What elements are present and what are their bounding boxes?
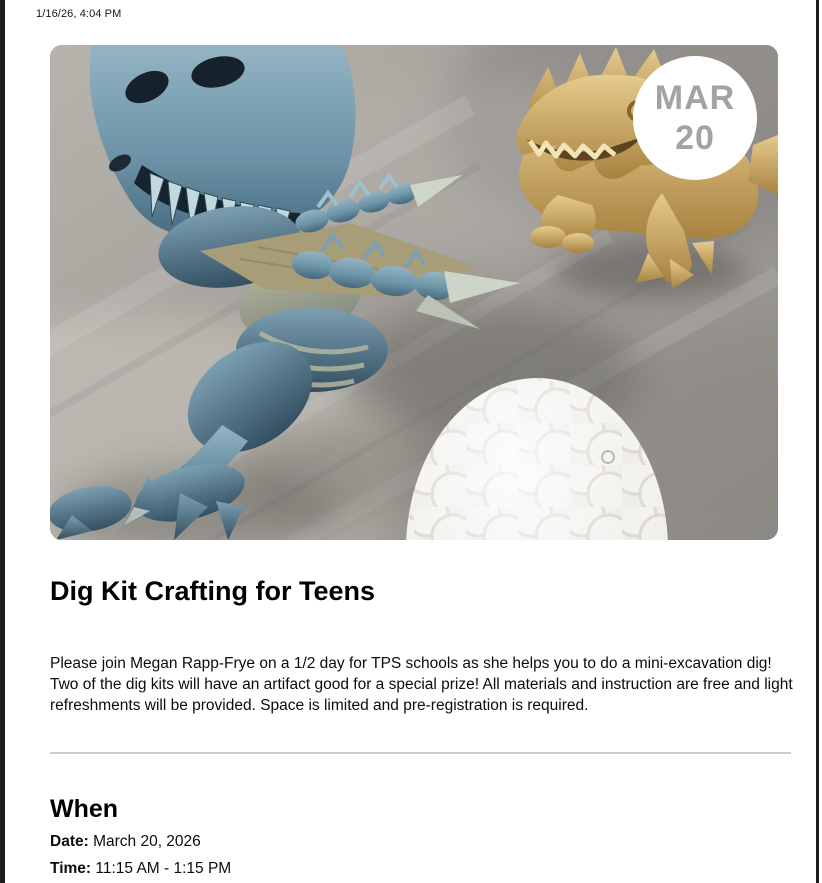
badge-day: 20 — [675, 119, 715, 157]
time-label: Time: — [50, 859, 92, 877]
event-description: Please join Megan Rapp-Frye on a 1/2 day for TPS schools as she helps you to do a mini-excavation dig! Two of the dig kits will have an artifact good for a special prize! All materials and instruction are free and light refreshments will be provided. Space is limited and pre-registration is required. — [50, 654, 793, 714]
event-time-line — [50, 860, 231, 878]
date-value: March 20, 2026 — [93, 832, 201, 850]
time-value: 11:15 AM - 1:15 PM — [95, 859, 232, 877]
window-frame-right — [816, 0, 819, 883]
when-heading: When — [50, 794, 119, 823]
print-timestamp: 1/16/26, 4:04 PM — [36, 8, 122, 20]
event-title: Dig Kit Crafting for Teens — [50, 576, 376, 607]
event-date-line — [50, 833, 201, 851]
event-date-badge — [633, 56, 757, 180]
window-frame-left — [0, 0, 5, 883]
date-label: Date: — [50, 832, 89, 850]
badge-month: MAR — [654, 78, 736, 117]
section-divider — [50, 752, 791, 754]
